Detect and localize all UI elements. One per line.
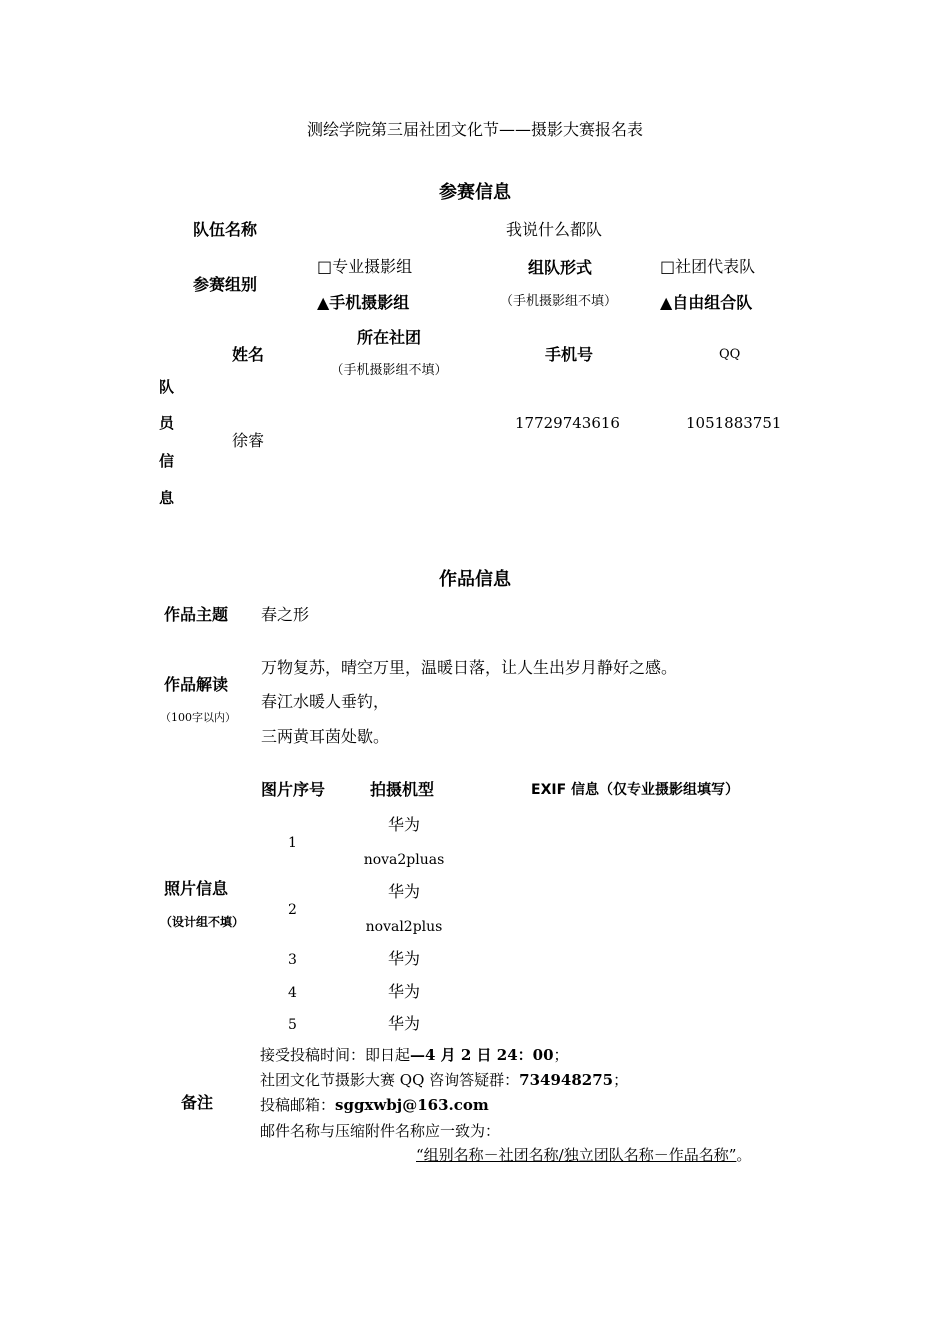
photo-info-label: 照片信息	[164, 879, 229, 898]
team-form-note: （手机摄影组不填）	[500, 294, 618, 309]
team-form-label: 组队形式	[528, 258, 593, 277]
interpretation-label: 作品解读	[164, 675, 229, 694]
section-heading-entry: 参赛信息	[439, 182, 511, 203]
interpretation-note: （100字以内）	[160, 711, 236, 724]
team-form-option-club[interactable]: □社团代表队	[660, 257, 756, 276]
photo-index-5: 5	[288, 1017, 297, 1033]
member-side-label-2: 员	[159, 414, 175, 432]
member-header-qq: QQ	[719, 347, 741, 362]
photo-model-1: 华为	[387, 815, 421, 834]
remarks-naming-rule: 邮件名称与压缩附件名称应一致为：	[260, 1122, 501, 1140]
remarks-deadline: 接受投稿时间：即日起—4 月 2 日 24：00；	[260, 1046, 569, 1064]
document-title: 测绘学院第三届社团文化节——摄影大赛报名表	[306, 120, 644, 139]
member-header-name: 姓名	[232, 345, 265, 364]
remarks-qq-group: 社团文化节摄影大赛 QQ 咨询答疑群：734948275；	[260, 1071, 629, 1089]
photo-header-model: 拍摄机型	[370, 780, 435, 799]
photo-header-index: 图片序号	[261, 780, 326, 799]
member-qq: 1051883751	[686, 414, 782, 432]
member-header-phone: 手机号	[545, 345, 594, 364]
group-option-mobile[interactable]: ▲手机摄影组	[317, 293, 410, 312]
remarks-label: 备注	[181, 1093, 214, 1112]
photo-header-exif: EXIF 信息（仅专业摄影组填写）	[531, 782, 740, 798]
theme-label: 作品主题	[164, 605, 229, 624]
remarks-email: 投稿邮箱：sggxwbj@163.com	[260, 1096, 489, 1114]
team-form-option-free[interactable]: ▲自由组合队	[660, 293, 753, 312]
team-name-label: 队伍名称	[193, 220, 258, 239]
photo-model-2: 华为	[387, 882, 421, 901]
photo-index-1: 1	[288, 835, 297, 851]
member-side-label-3: 信	[159, 452, 175, 470]
member-name: 徐睿	[232, 431, 265, 450]
photo-index-3: 3	[288, 952, 297, 968]
interpretation-line-1: 万物复苏，晴空万里，温暖日落，让人生出岁月静好之感。	[261, 658, 678, 677]
photo-model-3: 华为	[387, 949, 421, 968]
photo-model-1-detail: nova2pluas	[363, 852, 445, 868]
remarks-naming-format: “组别名称－社团名称/独立团队名称－作品名称”。	[416, 1146, 752, 1164]
interpretation-line-2: 春江水暖人垂钓，	[261, 692, 390, 711]
group-label: 参赛组别	[193, 275, 258, 294]
photo-model-4: 华为	[387, 982, 421, 1001]
photo-index-2: 2	[288, 902, 297, 918]
team-name-value: 我说什么都队	[506, 220, 603, 239]
member-header-club-note: （手机摄影组不填）	[330, 363, 448, 378]
group-option-professional[interactable]: □专业摄影组	[317, 257, 413, 276]
member-header-club: 所在社团	[356, 328, 422, 347]
section-heading-work: 作品信息	[439, 569, 511, 590]
theme-value: 春之形	[261, 605, 310, 624]
member-phone: 17729743616	[515, 414, 620, 432]
photo-model-5: 华为	[387, 1014, 421, 1033]
member-side-label-4: 息	[159, 489, 175, 507]
photo-info-note: （设计组不填）	[160, 915, 245, 929]
photo-index-4: 4	[288, 985, 297, 1001]
photo-model-2-detail: noval2plus	[365, 919, 443, 935]
member-side-label-1: 队	[159, 378, 175, 396]
interpretation-line-3: 三两黄耳茵处歇。	[261, 727, 390, 746]
